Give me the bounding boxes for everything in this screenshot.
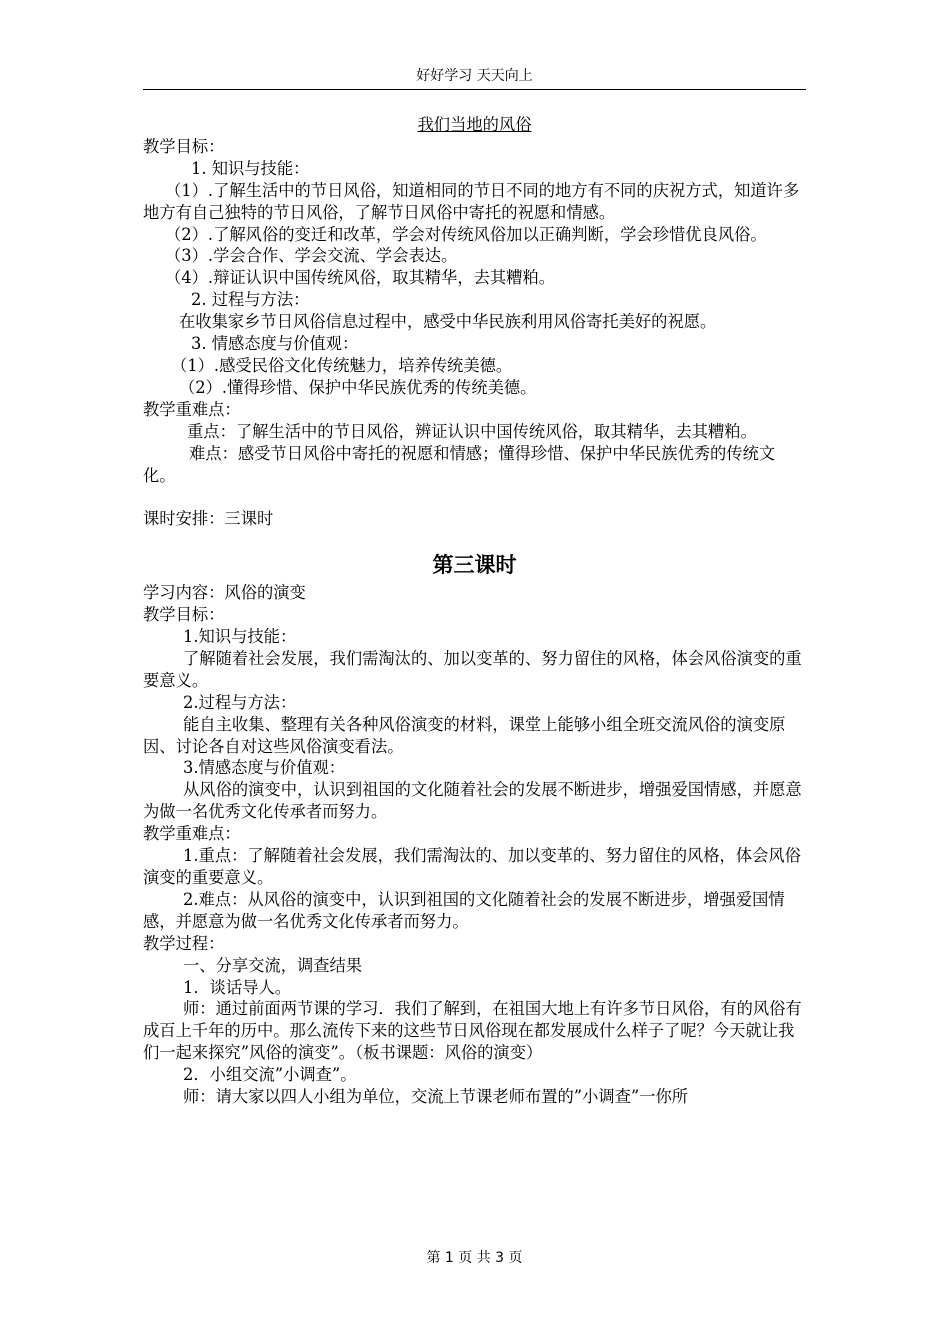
paragraph: 从风俗的演变中，认识到祖国的文化随着社会的发展不断进步，增强爱国情感，并愿意为做一名优秀文化传承者而努力。 (143, 780, 802, 822)
paragraph: 3.情感态度与价值观： (183, 758, 346, 778)
paragraph: （2）.了解风俗的变迁和改革，学会对传统风俗加以正确判断，学会珍惜优良风俗。 (165, 224, 767, 244)
paragraph: 2. 过程与方法： (191, 290, 310, 310)
paragraph: 师：请大家以四人小组为单位，交流上节课老师布置的”小调查”一你所 (183, 1087, 689, 1107)
paragraph: 2.难点：从风俗的演变中，认识到祖国的文化随着社会的发展不断进步，增强爱国情感，并愿意为做一名优秀文化传承者而努力。 (143, 889, 785, 931)
paragraph: （4）.辩证认识中国传统风俗，取其精华，去其糟粕。 (165, 268, 556, 288)
paragraph: 2．小组交流”小调查”。 (183, 1065, 357, 1085)
paragraph: 1．谈话导人。 (183, 977, 292, 997)
paragraph: 能自主收集、整理有关各种风俗演变的材料，课堂上能够小组全班交流风俗的演变原因、讨论各自对这些风俗演变看法。 (143, 714, 786, 756)
paragraph: （2）.懂得珍惜、保护中华民族优秀的传统美德。 (179, 377, 537, 397)
paragraph: 重点：了解生活中的节日风俗，辨证认识中国传统风俗，取其精华，去其糟粕。 (187, 421, 757, 441)
page-header: 好好学习 天天向上 (416, 68, 533, 84)
paragraph: 一、分享交流，调查结果 (183, 955, 363, 975)
paragraph: 1.重点：了解随着社会发展，我们需淘汰的、加以变革的、努力留住的风格，体会风俗演变的重要意义。 (143, 846, 801, 887)
paragraph: 学习内容：风俗的演变 (143, 583, 306, 603)
paragraph: 教学目标： (143, 605, 225, 625)
paragraph: 了解随着社会发展，我们需淘汰的、加以变革的、努力留住的风格，体会风俗演变的重要意义。 (143, 648, 802, 690)
paragraph: 教学目标： (143, 136, 225, 156)
paragraph: 2.过程与方法： (183, 692, 297, 712)
section-heading: 第三课时 (432, 553, 517, 578)
paragraph: 课时安排：三课时 (143, 509, 274, 529)
paragraph: （1）.感受民俗文化传统魅力，培养传统美德。 (171, 355, 513, 375)
paragraph: 1. 知识与技能： (191, 158, 310, 178)
paragraph: 3. 情感态度与价值观： (191, 334, 359, 354)
paragraph: 难点：感受节日风俗中寄托的祝愿和情感；懂得珍惜、保护中华民族优秀的传统文化。 (143, 443, 776, 485)
header-divider (143, 89, 806, 90)
paragraph: 教学重难点： (143, 824, 241, 844)
document-body (143, 114, 806, 1108)
paragraph: 教学重难点： (143, 399, 241, 419)
paragraph: 在收集家乡节日风俗信息过程中，感受中华民族利用风俗寄托美好的祝愿。 (179, 312, 717, 332)
paragraph: （1）.了解生活中的节日风俗，知道相同的节日不同的地方有不同的庆祝方式，知道许多地方有自己独特的节日风俗，了解节日风俗中寄托的祝愿和情感。 (143, 180, 800, 222)
paragraph: 师：通过前面两节课的学习．我们了解到，在祖国大地上有许多节日风俗，有的风俗有成百上千年的历中。那么流传下来的这些节日风俗现在都发展成什么样子了呢？今天就让我们一起来探究”风俗的演变”。（板书课题：风俗的演变） (143, 999, 802, 1063)
paragraph: （3）.学会合作、学会交流、学会表达。 (165, 246, 458, 266)
page-footer: 第 1 页 共 3 页 (426, 1250, 523, 1266)
paragraph: 教学过程： (143, 933, 225, 953)
document-title: 我们当地的风俗 (417, 115, 532, 134)
blank-line (143, 486, 806, 508)
paragraph: 1.知识与技能： (183, 627, 297, 647)
